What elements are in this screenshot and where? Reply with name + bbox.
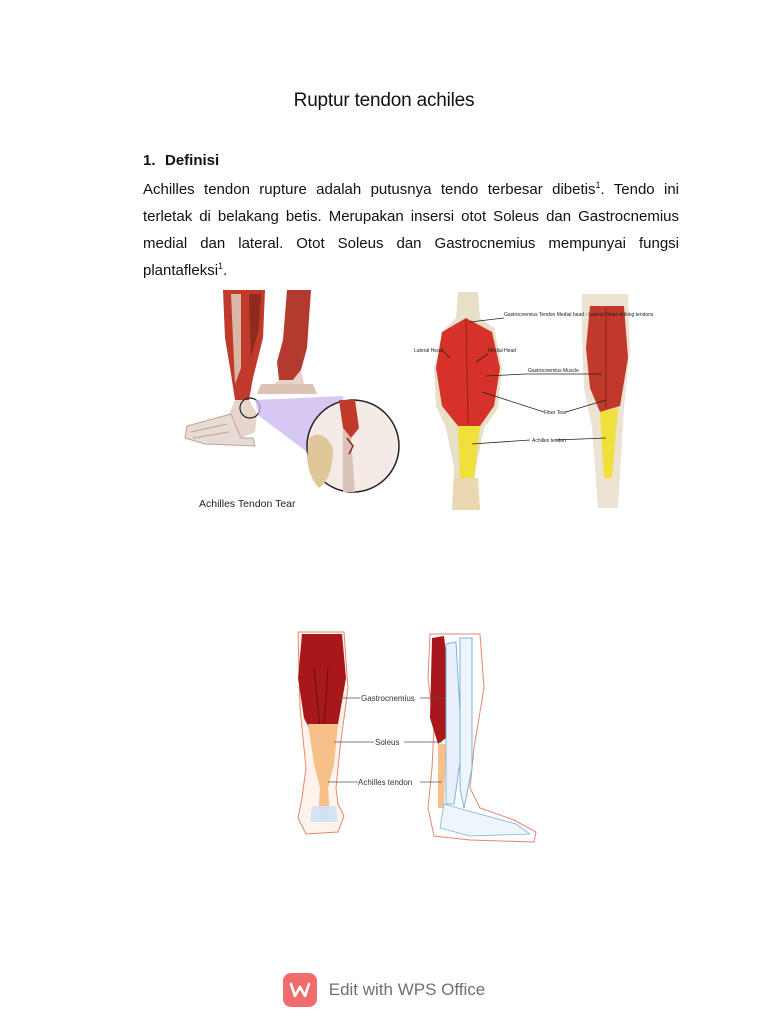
figure2-label-top: Gastrocnemius Tendon Medial head - Lateral Head striking tendons bbox=[504, 312, 654, 318]
figure1-caption: Achilles Tendon Tear bbox=[199, 498, 296, 510]
figure3-label-gastrocnemius: Gastrocnemius bbox=[361, 694, 415, 703]
section-title: Definisi bbox=[165, 152, 220, 169]
figure2-label-tear: Fiber Tear bbox=[544, 410, 567, 416]
figure2-label-muscle: Gastrocnemius Muscle bbox=[528, 368, 579, 374]
figure3-label-achilles: Achilles tendon bbox=[358, 778, 413, 787]
wps-edit-label[interactable]: Edit with WPS Office bbox=[328, 980, 486, 999]
wps-logo-icon bbox=[283, 973, 317, 1007]
paragraph-text-3: . bbox=[223, 262, 228, 279]
figure-achilles-tear bbox=[183, 288, 405, 514]
figure2-label-achilles: Achilles tendon bbox=[532, 438, 566, 444]
figure2-label-lateral: Lateral Head bbox=[414, 348, 443, 354]
wps-edit-banner[interactable] bbox=[0, 970, 768, 1010]
section-heading bbox=[143, 152, 219, 169]
reference-1: 1 bbox=[595, 180, 601, 190]
figure2-label-medial: Medial Head bbox=[488, 348, 517, 354]
figure-calf-diagram bbox=[284, 628, 540, 848]
paragraph-text-2: . Tendo ini terletak di belakang betis. Merupakan insersi otot Soleus dan Gastrocnemius medial dan lateral. Otot Soleus dan Gastrocnemius mempunyai fungsi plantafleksi bbox=[143, 181, 679, 279]
document-title: Ruptur tendon achiles bbox=[293, 90, 475, 111]
section-number: 1. bbox=[143, 152, 156, 169]
figure-calf-anatomy bbox=[406, 288, 654, 516]
paragraph-text-1: Achilles tendon rupture adalah putusnya tendo terbesar dibetis bbox=[143, 181, 596, 198]
definition-paragraph bbox=[143, 176, 679, 284]
figure3-label-soleus: Soleus bbox=[375, 738, 400, 747]
reference-2: 1 bbox=[218, 261, 224, 271]
